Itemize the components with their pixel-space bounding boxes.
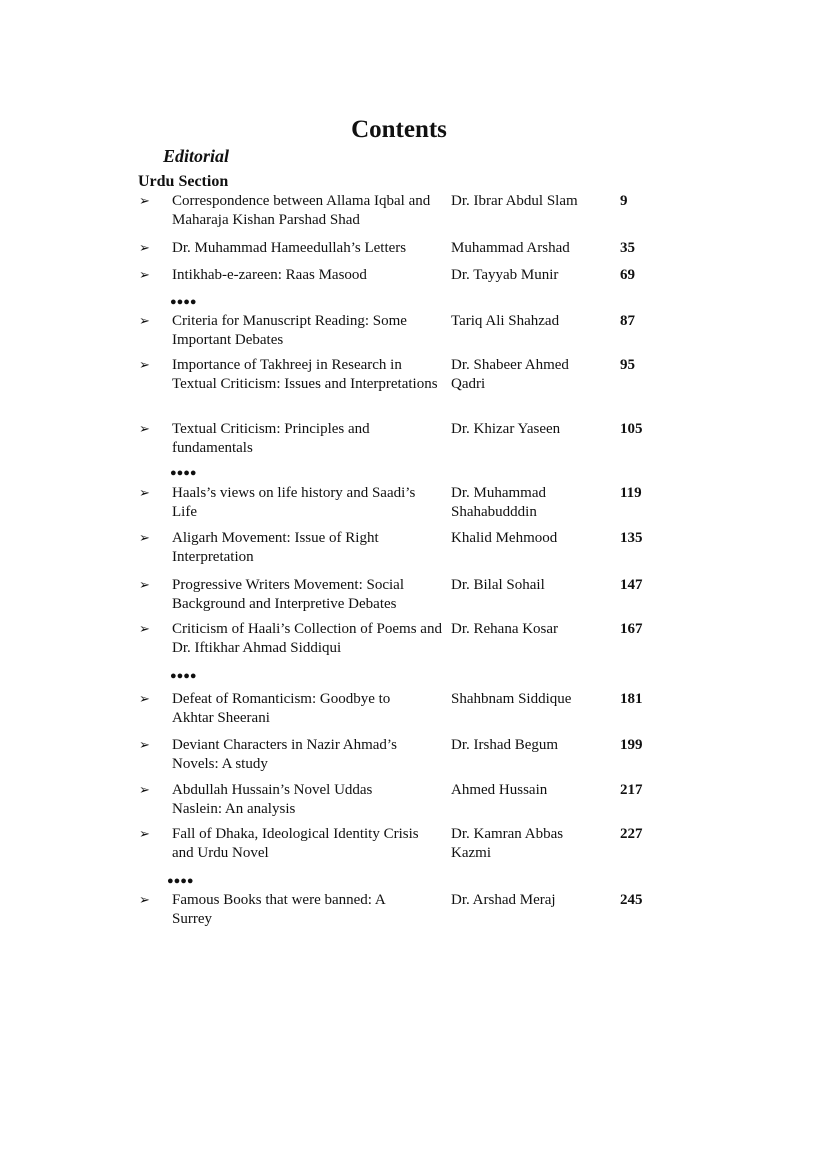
entry-author: Dr. Tayyab Munir: [451, 267, 559, 283]
entry-title: Dr. Muhammad Hameedullah’s Letters: [172, 240, 407, 256]
entry-title: Criteria for Manuscript Reading: Some Important Debates: [172, 313, 407, 348]
entry-page: 35: [620, 240, 635, 256]
entry-page: 135: [620, 530, 643, 546]
bullet-arrow-icon: ➢: [139, 485, 150, 500]
entry-page: 69: [620, 267, 635, 283]
bullet-arrow-icon: ➢: [139, 357, 150, 372]
entry-page: 167: [620, 621, 643, 637]
bullet-arrow-icon: ➢: [139, 193, 150, 208]
section-separator: ●●●●: [170, 467, 197, 479]
bullet-arrow-icon: ➢: [139, 691, 150, 706]
page-title: Contents: [351, 116, 447, 143]
bullet-arrow-icon: ➢: [139, 577, 150, 592]
entry-author: Shahbnam Siddique: [451, 691, 572, 707]
entry-title: Fall of Dhaka, Ideological Identity Crisis and Urdu Novel: [172, 826, 419, 861]
entry-title: Progressive Writers Movement: Social Background and Interpretive Debates: [172, 577, 404, 612]
entry-page: 245: [620, 892, 643, 908]
entry-author: Dr. Kamran Abbas Kazmi: [451, 826, 564, 861]
entry-author: Khalid Mehmood: [451, 530, 558, 546]
entry-page: 105: [620, 421, 643, 437]
entry-author: Dr. Khizar Yaseen: [451, 421, 561, 437]
bullet-arrow-icon: ➢: [139, 421, 150, 436]
bullet-arrow-icon: ➢: [139, 892, 150, 907]
entry-title: Haals’s views on life history and Saadi’s Life: [172, 485, 416, 520]
bullet-arrow-icon: ➢: [139, 826, 150, 841]
entry-author: Dr. Bilal Sohail: [451, 577, 545, 593]
entry-author: Dr. Muhammad Shahabudddin: [451, 485, 546, 520]
entry-author: Muhammad Arshad: [451, 240, 570, 256]
entry-page: 181: [620, 691, 643, 707]
entry-page: 87: [620, 313, 635, 329]
entry-author: Dr. Irshad Begum: [451, 737, 559, 753]
section-separator: ●●●●: [167, 875, 194, 887]
section-heading: Urdu Section: [138, 173, 229, 190]
editorial-heading: Editorial: [163, 146, 230, 166]
entry-author: Dr. Arshad Meraj: [451, 892, 556, 908]
entry-author: Tariq Ali Shahzad: [451, 313, 560, 329]
bullet-arrow-icon: ➢: [139, 240, 150, 255]
entry-author: Dr. Ibrar Abdul Slam: [451, 193, 578, 209]
bullet-arrow-icon: ➢: [139, 621, 150, 636]
entry-page: 95: [620, 357, 635, 373]
bullet-arrow-icon: ➢: [139, 782, 150, 797]
entry-title: Defeat of Romanticism: Goodbye to Akhtar Sheerani: [172, 691, 391, 726]
entry-page: 119: [620, 485, 642, 501]
entry-page: 147: [620, 577, 643, 593]
entry-author: Dr. Shabeer Ahmed Qadri: [451, 357, 569, 392]
entry-title: Famous Books that were banned: A Surrey: [172, 892, 385, 927]
entry-title: Correspondence between Allama Iqbal and Maharaja Kishan Parshad Shad: [172, 193, 431, 228]
bullet-arrow-icon: ➢: [139, 267, 150, 282]
section-separator: ●●●●: [170, 670, 197, 682]
entry-page: 199: [620, 737, 643, 753]
bullet-arrow-icon: ➢: [139, 737, 150, 752]
section-separator: ●●●●: [170, 296, 197, 308]
bullet-arrow-icon: ➢: [139, 313, 150, 328]
entry-page: 227: [620, 826, 643, 842]
entry-page: 9: [620, 193, 628, 209]
entry-title: Intikhab-e-zareen: Raas Masood: [172, 267, 367, 283]
entry-title: Importance of Takhreej in Research in Textual Criticism: Issues and Interpretations: [172, 357, 438, 392]
entry-title: Criticism of Haali’s Collection of Poems and Dr. Iftikhar Ahmad Siddiqui: [172, 621, 442, 656]
bullet-arrow-icon: ➢: [139, 530, 150, 545]
entry-title: Abdullah Hussain’s Novel Uddas Naslein: An analysis: [172, 782, 373, 817]
entry-title: Textual Criticism: Principles and fundamentals: [172, 421, 370, 456]
entry-title: Aligarh Movement: Issue of Right Interpretation: [172, 530, 379, 565]
entry-title: Deviant Characters in Nazir Ahmad’s Novels: A study: [172, 737, 397, 772]
entry-author: Ahmed Hussain: [451, 782, 548, 798]
entry-page: 217: [620, 782, 643, 798]
entry-author: Dr. Rehana Kosar: [451, 621, 559, 637]
